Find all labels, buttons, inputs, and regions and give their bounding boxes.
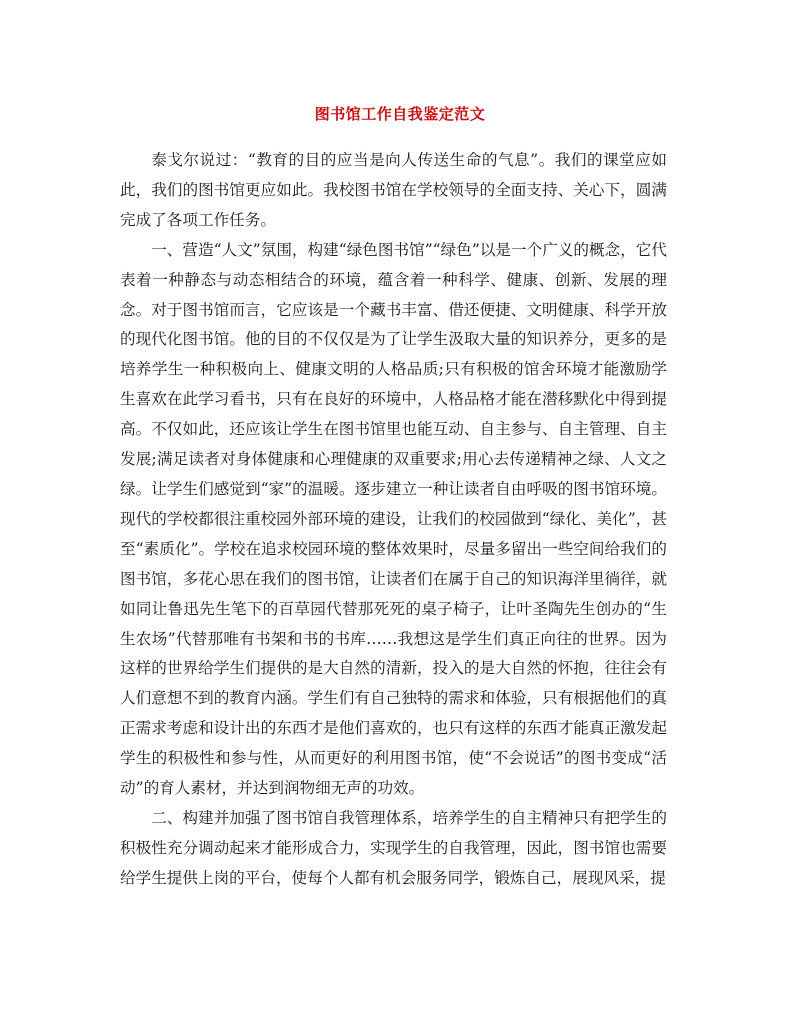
paragraph-section-one: 一、营造“人文”氛围，构建“绿色图书馆”“绿色”以是一个广义的概念，它代表着一种静态与动态相结合的环境，蕴含着一种科学、健康、创新、发展的理念。对于图书馆而言，它应该是一个藏书丰富、借还便捷、文明健康、科学开放的现代化图书馆。他的目的不仅仅是为了让学生汲取大量的知识养分，更多的是培养学生一种积极向上、健康文明的人格品质;只有积极的馆舍环境才能激励学生喜欢在此学习看书，只有在良好的环境中，人格品格才能在潜移默化中得到提高。不仅如此，还应该让学生在图书馆里也能互动、自主参与、自主管理、自主发展;满足读者对身体健康和心理健康的双重要求;用心去传递精神之绿、人文之绿。让学生们感觉到“家”的温暖。逐步建立一种让读者自由呼吸的图书馆环境。现代的学校都很注重校园外部环境的建设，让我们的校园做到“绿化、美化”，甚至“素质化”。学校在追求校园环境的整体效果时，尽量多留出一些空间给我们的图书馆，多花心思在我们的图书馆，让读者们在属于自己的知识海洋里徜徉，就如同让鲁迅先生笔下的百草园代替那死死的桌子椅子，让叶圣陶先生创办的“生生农场”代替那唯有书架和书的书库……我想这是学生们真正向往的世界。因为这样的世界给学生们提供的是大自然的清新，投入的是大自然的怀抱，往往会有人们意想不到的教育内涵。学生们有自己独特的需求和体验，只有根据他们的真正需求考虑和设计出的东西才是他们喜欢的，也只有这样的东西才能真正激发起学生的积极性和参与性，从而更好的利用图书馆，使“不会说话”的图书变成“活动”的育人素材，并达到润物细无声的功效。 xyxy=(120,240,667,798)
paragraph-section-two: 二、构建并加强了图书馆自我管理体系，培养学生的自主精神只有把学生的积极性充分调动起来才能形成合力，实现学生的自我管理，因此，图书馆也需要给学生提供上岗的平台，使每个人都有机会服务同学，锻炼自己，展现风采，提 xyxy=(120,808,667,887)
paragraph-intro: 泰戈尔说过：“教育的目的应当是向人传送生命的气息”。我们的课堂应如此，我们的图书馆更应如此。我校图书馆在学校领导的全面支持、关心下，圆满完成了各项工作任务。 xyxy=(120,151,667,229)
document-title: 图书馆工作自我鉴定范文 xyxy=(314,105,486,123)
document-body xyxy=(120,146,667,894)
